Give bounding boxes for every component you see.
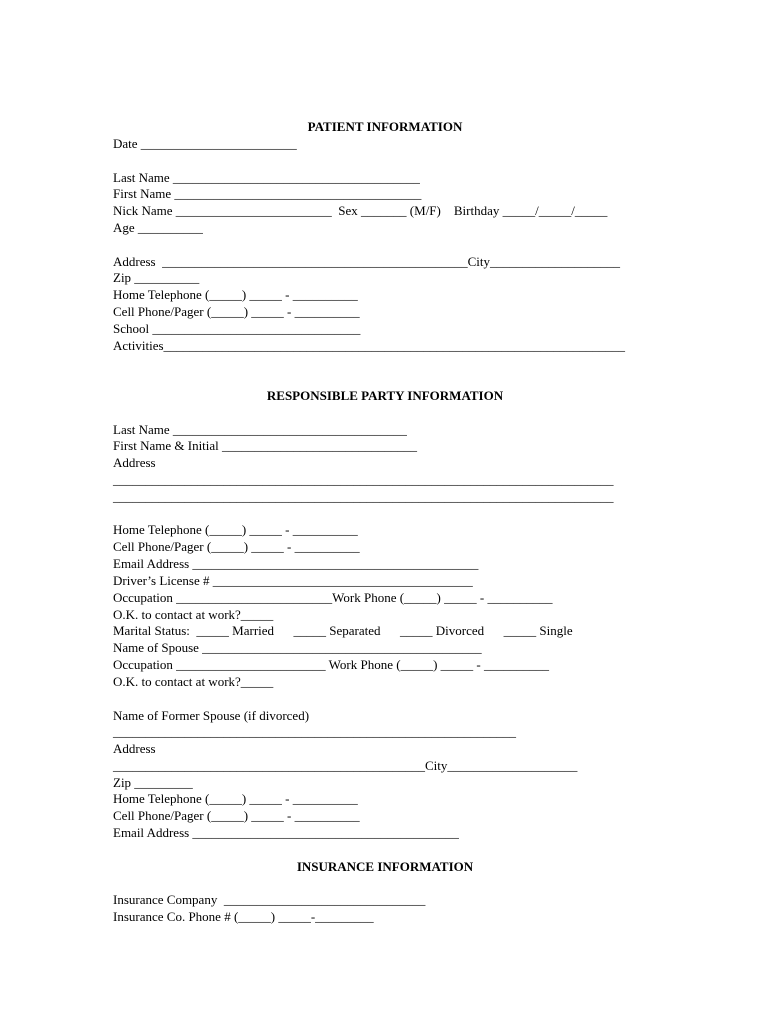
rp-spouse-occupation-work-phone-field[interactable]: Occupation _______________________ Work Phone (_____) _____ - __________ [113, 657, 549, 672]
rp-former-spouse-home-telephone-field[interactable]: Home Telephone (_____) _____ - __________ [113, 791, 358, 806]
cell-phone-pager-field[interactable]: Cell Phone/Pager (_____) _____ - __________ [113, 304, 360, 319]
rp-marital-status-field[interactable]: Marital Status: _____ Married _____ Separated _____ Divorced _____ Single [113, 623, 573, 638]
rp-spouse-ok-contact-work-field[interactable]: O.K. to contact at work?_____ [113, 674, 274, 689]
age-field[interactable]: Age __________ [113, 220, 203, 235]
zip-field[interactable]: Zip __________ [113, 270, 200, 285]
insurance-company-field[interactable]: Insurance Company _______________________________ [113, 892, 426, 907]
rp-former-spouse-field[interactable]: ______________________________________________________________ [113, 724, 516, 739]
rp-occupation-work-phone-field[interactable]: Occupation ________________________Work Phone (_____) _____ - __________ [113, 590, 553, 605]
rp-first-name-initial-field[interactable]: First Name & Initial ______________________________ [113, 438, 418, 453]
rp-address-label: Address [113, 455, 156, 470]
first-name-field[interactable]: First Name ______________________________________ [113, 186, 422, 201]
rp-former-spouse-email-field[interactable]: Email Address _________________________________________ [113, 825, 459, 840]
address-city-field[interactable]: Address _______________________________________________City____________________ [113, 254, 620, 269]
school-field[interactable]: School ________________________________ [113, 321, 361, 336]
rp-cell-phone-pager-field[interactable]: Cell Phone/Pager (_____) _____ - __________ [113, 539, 360, 554]
rp-home-telephone-field[interactable]: Home Telephone (_____) _____ - __________ [113, 522, 358, 537]
home-telephone-field[interactable]: Home Telephone (_____) _____ - __________ [113, 287, 358, 302]
patient-information-heading: PATIENT INFORMATION [307, 119, 463, 134]
rp-address-line-1[interactable]: _____________________________________________________________________________ [113, 472, 614, 487]
rp-address-line-2[interactable]: _____________________________________________________________________________ [113, 489, 614, 504]
rp-former-spouse-address-city-field[interactable]: ________________________________________________City____________________ [113, 758, 578, 773]
date-field[interactable]: Date ________________________ [113, 136, 297, 151]
insurance-information-heading: INSURANCE INFORMATION [296, 859, 474, 874]
rp-drivers-license-field[interactable]: Driver’s License # ________________________________________ [113, 573, 473, 588]
rp-former-spouse-cell-phone-field[interactable]: Cell Phone/Pager (_____) _____ - __________ [113, 808, 360, 823]
rp-former-spouse-zip-field[interactable]: Zip _________ [113, 775, 193, 790]
rp-ok-contact-work-field[interactable]: O.K. to contact at work?_____ [113, 607, 274, 622]
insurance-phone-field[interactable]: Insurance Co. Phone # (_____) _____-_________ [113, 909, 374, 924]
rp-former-spouse-label: Name of Former Spouse (if divorced) [113, 708, 310, 723]
responsible-party-heading: RESPONSIBLE PARTY INFORMATION [266, 388, 504, 403]
rp-name-of-spouse-field[interactable]: Name of Spouse ___________________________________________ [113, 640, 482, 655]
last-name-field[interactable]: Last Name ______________________________________ [113, 170, 420, 185]
rp-email-address-field[interactable]: Email Address ____________________________________________ [113, 556, 479, 571]
nick-name-sex-birthday-field[interactable]: Nick Name ________________________ Sex _______ (M/F) Birthday _____/_____/_____ [113, 203, 608, 218]
rp-last-name-field[interactable]: Last Name ____________________________________ [113, 422, 407, 437]
rp-former-spouse-address-label: Address [113, 741, 156, 756]
activities-field[interactable]: Activities_______________________________________________________________________ [113, 338, 626, 353]
